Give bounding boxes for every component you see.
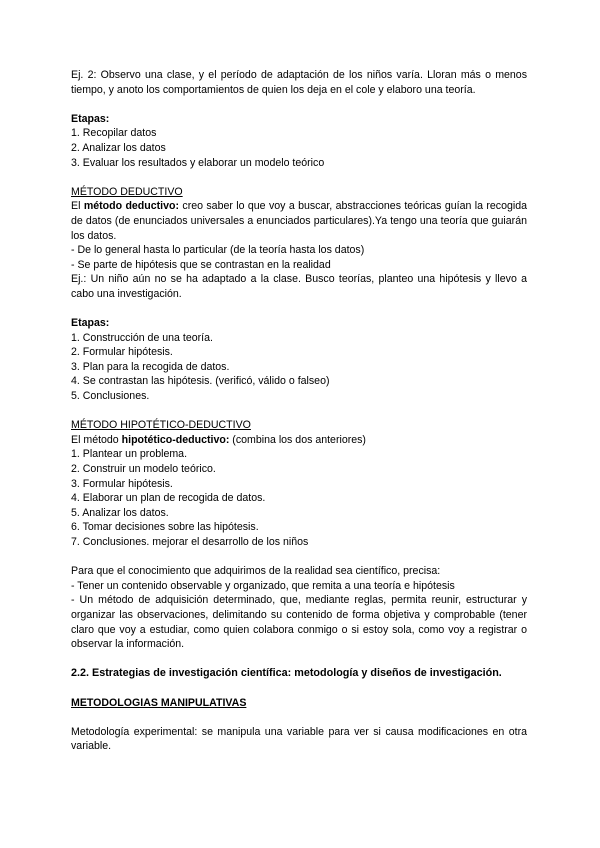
- deductive-stage-item: 1. Construcción de una teoría.: [71, 331, 213, 344]
- definition-text: creo saber lo que voy a buscar, abstracciones teóricas guían la recogida de datos (de enunciados universales a enunciados particulares).Ya tengo una teoría que guiarán los datos.: [71, 200, 527, 242]
- hypothetico-step: 4. Elaborar un plan de recogida de datos.: [71, 492, 266, 505]
- hypothetico-step: 3. Formular hipótesis.: [71, 477, 173, 490]
- hypothetico-step: 1. Plantear un problema.: [71, 448, 188, 461]
- hypothetico-step: 6. Tomar decisiones sobre las hipótesis.: [71, 521, 259, 534]
- hypothetico-step: 7. Conclusiones. mejorar el desarrollo de los niños: [71, 536, 309, 548]
- experimental-methodology-paragraph: Metodología experimental: se manipula una variable para ver si causa modificaciones en otra variable.: [71, 725, 527, 753]
- hypothetico-term: hipotético-deductivo:: [121, 433, 230, 446]
- spacer: [71, 681, 527, 696]
- deductive-term: método deductivo:: [83, 200, 180, 213]
- deductive-bullet: - Se parte de hipótesis que se contrastan en la realidad: [71, 258, 331, 271]
- inductive-stage-item: 2. Analizar los datos: [71, 141, 166, 154]
- spacer: [71, 652, 527, 667]
- subsection-heading: METODOLOGIAS MANIPULATIVAS: [71, 696, 247, 709]
- scientific-bullet: - Un método de adquisición determinado, que, mediante reglas, permita reunir, estructurar y organizar las observaciones, delimitando su contenido de forma objetiva y comprobable (tener claro que voy a estudiar, como quien colabora conmigo o si estoy sola, como voy a registrar o observar la información.: [71, 594, 527, 651]
- definition-prefix: El: [71, 200, 84, 213]
- deductive-definition: [71, 199, 527, 243]
- deductive-stage-item: 2. Formular hipótesis.: [71, 346, 173, 359]
- hypothetico-step: 5. Analizar los datos.: [71, 506, 169, 519]
- spacer: [71, 710, 527, 725]
- spacer: [71, 170, 527, 185]
- deductive-stage-item: 3. Plan para la recogida de datos.: [71, 360, 230, 373]
- hypothetico-method-title: MÉTODO HIPOTÉTICO-DEDUCTIVO: [71, 419, 251, 432]
- deductive-example: Ej.: Un niño aún no se ha adaptado a la clase. Busco teorías, planteo una hipótesis y llevo a cabo una investigación.: [71, 273, 527, 300]
- definition-text: (combina los dos anteriores): [229, 433, 366, 446]
- inductive-stage-item: 1. Recopilar datos: [71, 127, 157, 140]
- section-heading: 2.2. Estrategias de investigación científica: metodología y diseños de investigación.: [71, 667, 502, 680]
- document-page: [71, 68, 527, 754]
- deductive-stage-item: 4. Se contrastan las hipótesis. (verificó, válido o falseo): [71, 375, 330, 388]
- hypothetico-definition: [71, 433, 527, 448]
- spacer: [71, 302, 527, 317]
- inductive-stage-item: 3. Evaluar los resultados y elaborar un modelo teórico: [71, 156, 325, 169]
- inductive-stages-title: Etapas:: [71, 112, 110, 125]
- deductive-bullet: - De lo general hasta lo particular (de la teoría hasta los datos): [71, 244, 365, 257]
- deductive-stages-title: Etapas:: [71, 317, 110, 330]
- spacer: [71, 404, 527, 419]
- example-2-paragraph: Ej. 2: Observo una clase, y el período de adaptación de los niños varía. Lloran más o menos tiempo, y anoto los comportamientos de quien los deja en el cole y elaboro una teoría.: [71, 69, 527, 96]
- scientific-intro: Para que el conocimiento que adquirimos de la realidad sea científico, precisa:: [71, 565, 441, 578]
- scientific-bullet: - Tener un contenido observable y organizado, que remita a una teoría e hipótesis: [71, 579, 455, 592]
- definition-prefix: El método: [71, 433, 122, 446]
- spacer: [71, 550, 527, 565]
- deductive-method-title: MÉTODO DEDUCTIVO: [71, 185, 183, 198]
- spacer: [71, 97, 527, 112]
- hypothetico-step: 2. Construir un modelo teórico.: [71, 463, 216, 476]
- deductive-stage-item: 5. Conclusiones.: [71, 390, 150, 403]
